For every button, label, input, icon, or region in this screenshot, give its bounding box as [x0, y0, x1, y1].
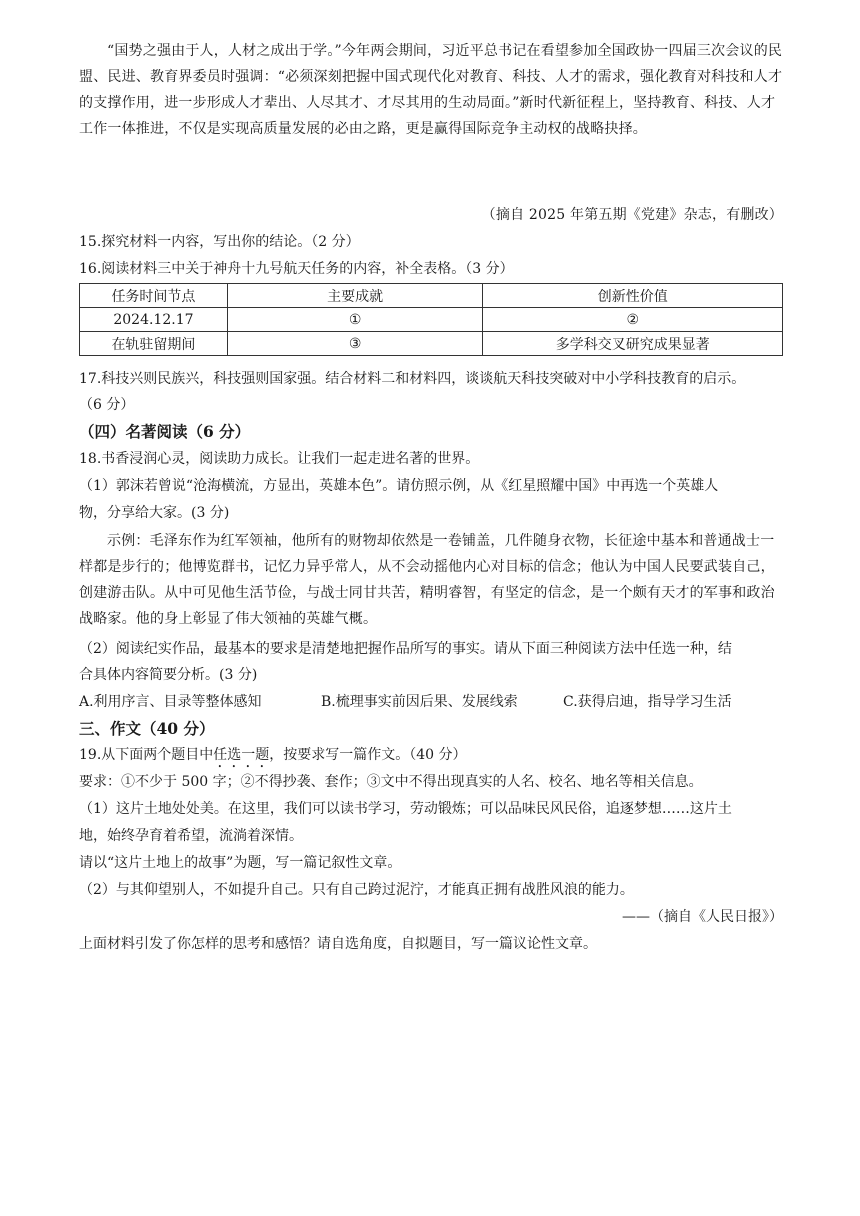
- table-row: [80, 332, 783, 356]
- option-b: B.梳理事实前因后果、发展线索: [321, 694, 518, 710]
- essay-requirements: 要求：①不少于 500 字；②不得抄袭、套作；③文中不得出现真实的人名、校名、地名等相关信息。: [79, 774, 703, 790]
- question-18-2-line1: （2）阅读纪实作品，最基本的要求是清楚地把握作品所写的事实。请从下面三种阅读方法中任选一种，结: [79, 641, 732, 657]
- question-15: 15.探究材料一内容，写出你的结论。（2 分）: [79, 234, 360, 250]
- table-cell: ①: [227, 308, 483, 332]
- question-19-post: ，按要求写一篇作文。（40 分）: [269, 747, 467, 763]
- table-row: [80, 308, 783, 332]
- question-18-example: 示例：毛泽东作为红军领袖，他所有的财物却依然是一卷铺盖，几件随身衣物，长征途中基本和普通战士一样都是步行的；他博览群书，记忆力异乎常人，从不会动摇他内心对目标的信念；他认为中国人民要武装自己，创建游击队。从中可见他生活节俭，与战士同甘共苦，精明睿智，有坚定的信念，是一个颇有天才的军事和政治战略家。他的身上彰显了伟大领袖的英雄气概。: [79, 533, 775, 627]
- table-cell: 2024.12.17: [80, 308, 228, 332]
- material-source: （摘自 2025 年第五期《党建》杂志，有删改）: [481, 207, 783, 223]
- question-17-line2: （6 分）: [79, 397, 135, 413]
- question-18-1-line2: 物，分享给大家。(3 分): [79, 505, 230, 521]
- question-18-1-line1: （1）郭沫若曾说“沧海横流，方显出，英雄本色”。请仿照示例，从《红星照耀中国》中再选一个英雄人: [79, 478, 719, 494]
- table-cell: ③: [227, 332, 483, 356]
- table-header: 主要成就: [227, 284, 483, 308]
- answer-table: [79, 283, 783, 356]
- topic-1-line2: 地，始终孕育着希望，流淌着深情。: [79, 828, 303, 844]
- table-cell: 在轨驻留期间: [80, 332, 228, 356]
- question-18-2-line2: 合具体内容简要分析。(3 分): [79, 667, 258, 683]
- table-cell: 多学科交叉研究成果显著: [483, 332, 783, 356]
- question-18-intro: 18.书香浸润心灵，阅读助力成长。让我们一起走进名著的世界。: [79, 451, 480, 467]
- table-cell: ②: [483, 308, 783, 332]
- topic-1-prompt: 请以“这片土地上的故事”为题，写一篇记叙性文章。: [79, 855, 402, 871]
- table-header: 任务时间节点: [80, 284, 228, 308]
- question-17-line1: 17.科技兴则民族兴，科技强则国家强。结合材料二和材料四，谈谈航天科技突破对中小学科技教育的启示。: [79, 371, 746, 387]
- topic-2-prompt: 上面材料引发了你怎样的思考和感悟？请自选角度，自拟题目，写一篇议论性文章。: [79, 936, 597, 952]
- topic-2-source: ——（摘自《人民日报》）: [622, 909, 783, 925]
- section-four-title: （四）名著阅读（6 分）: [79, 422, 251, 441]
- question-16: 16.阅读材料三中关于神舟十九号航天任务的内容，补全表格。（3 分）: [79, 261, 514, 277]
- section-three-title: 三、作文（40 分）: [79, 719, 215, 738]
- table-header-row: [80, 284, 783, 308]
- material-paragraph: “国势之强由于人，人材之成出于学。”今年两会期间，习近平总书记在看望参加全国政协一四届三次会议的民盟、民进、教育界委员时强调：“必须深刻把握中国式现代化对教育、科技、人才的需求，强化教育对科技和人才的支撑作用，进一步形成人才辈出、人尽其才、才尽其用的生动局面。”新时代新征程上，坚持教育、科技、人才工作一体推进，不仅是实现高质量发展的必由之路，更是赢得国际竞争主动权的战略抉择。: [79, 43, 783, 137]
- question-19: [79, 742, 783, 771]
- question-19-pre: 19.从下面两个题目中: [79, 747, 214, 763]
- option-a: A.利用序言、目录等整体感知: [79, 694, 262, 710]
- topic-1-line1: （1）这片土地处处美。在这里，我们可以读书学习，劳动锻炼；可以品味民风民俗，追逐梦想……这片土: [79, 801, 732, 817]
- question-19-emphasis: 任选一题: [213, 747, 270, 763]
- reading-options: [79, 689, 783, 715]
- topic-2-line1: （2）与其仰望别人，不如提升自己。只有自己跨过泥泞，才能真正拥有战胜风浪的能力。: [79, 882, 634, 898]
- table-header: 创新性价值: [483, 284, 783, 308]
- option-c: C.获得启迪，指导学习生活: [563, 694, 732, 710]
